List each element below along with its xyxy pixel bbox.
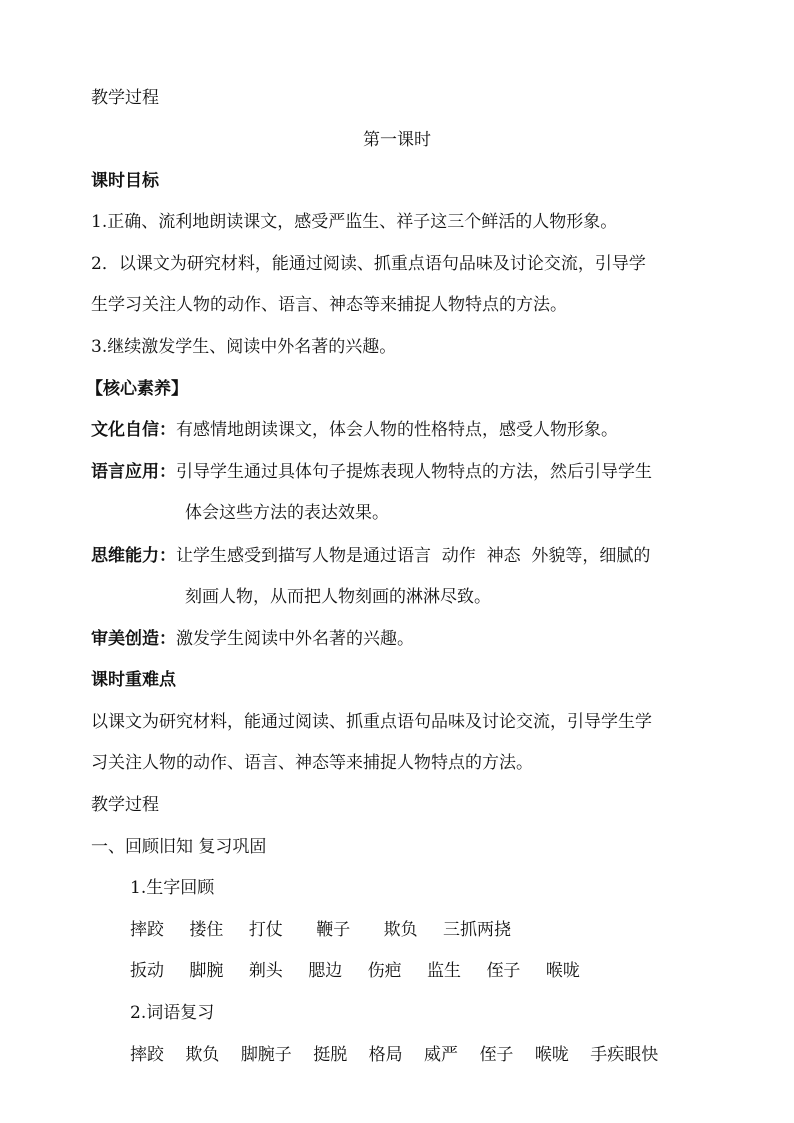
word-item: 挺脱 — [313, 1045, 348, 1065]
aesthetic-label: 审美创造： — [91, 629, 176, 649]
goals-heading: 课时目标 — [91, 171, 159, 191]
word-item: 扳动 — [130, 961, 164, 981]
section-1: 一、回顾旧知 复习巩固 — [91, 837, 267, 857]
word-item: 打仗 — [248, 920, 283, 940]
word-item: 手疾眼快 — [590, 1045, 659, 1065]
sub-2: 2.词语复习 — [130, 1003, 215, 1023]
word-item: 腮边 — [308, 961, 343, 981]
word-item: 格局 — [368, 1045, 403, 1065]
language-label: 语言应用： — [91, 462, 176, 482]
thinking-label: 思维能力： — [91, 546, 176, 566]
literacy-culture — [91, 419, 618, 441]
word-item: 摔跤 — [130, 920, 164, 940]
aesthetic-text: 激发学生阅读中外名著的兴趣。 — [176, 629, 414, 649]
language-line2: 体会这些方法的表达效果。 — [185, 503, 389, 523]
chars-row2 — [130, 960, 600, 982]
goal-3: 3.继续激发学生、阅读中外名著的兴趣。 — [91, 337, 397, 357]
word-item: 摔跤 — [130, 1045, 164, 1065]
heading-top: 教学过程 — [91, 88, 159, 108]
goal-2-line2: 生学习关注人物的动作、语言、神态等来捕捉人物特点的方法。 — [91, 295, 567, 315]
culture-label: 文化自信： — [91, 420, 176, 440]
word-item: 脚腕 — [189, 961, 224, 981]
literacy-heading: 【核心素养】 — [86, 379, 188, 399]
word-item: 欺负 — [185, 1045, 220, 1065]
lesson-title: 第一课时 — [363, 130, 431, 150]
word-item: 剃头 — [248, 961, 283, 981]
thinking-line1: 让学生感受到描写人物是通过语言 动作 神态 外貌等，细腻的 — [176, 546, 651, 566]
thinking-line2: 刻画人物，从而把人物刻画的淋淋尽致。 — [185, 587, 491, 607]
word-item: 喉咙 — [534, 1045, 569, 1065]
language-line1: 引导学生通过具体句子提炼表现人物特点的方法，然后引导学生 — [176, 462, 652, 482]
word-item: 欺负 — [383, 920, 418, 940]
word-item: 三抓两挠 — [443, 920, 512, 940]
word-item: 喉咙 — [545, 961, 580, 981]
word-item: 监生 — [427, 961, 462, 981]
literacy-language — [91, 461, 652, 483]
culture-text: 有感情地朗读课文，体会人物的性格特点，感受人物形象。 — [176, 420, 618, 440]
word-item: 威严 — [424, 1045, 459, 1065]
key-line1: 以课文为研究材料，能通过阅读、抓重点语句品味及讨论交流，引导学生学 — [91, 712, 652, 732]
words-row — [130, 1044, 658, 1066]
chars-row1 — [130, 919, 531, 941]
literacy-thinking — [91, 545, 650, 567]
key-line2: 习关注人物的动作、语言、神态等来捕捉人物特点的方法。 — [91, 753, 533, 773]
word-item: 侄子 — [486, 961, 521, 981]
word-item: 搂住 — [189, 920, 224, 940]
literacy-aesthetic — [91, 628, 414, 650]
goal-2-line1: 2．以课文为研究材料，能通过阅读、抓重点语句品味及讨论交流，引导学 — [91, 254, 646, 274]
goal-1: 1.正确、流利地朗读课文，感受严监生、祥子这三个鲜活的人物形象。 — [91, 212, 618, 232]
word-item: 鞭子 — [316, 920, 351, 940]
key-heading: 课时重难点 — [91, 670, 176, 690]
sub-1: 1.生字回顾 — [130, 878, 215, 898]
process-heading: 教学过程 — [91, 795, 159, 815]
word-item: 侄子 — [479, 1045, 514, 1065]
word-item: 脚腕子 — [240, 1045, 292, 1065]
word-item: 伤疤 — [367, 961, 402, 981]
